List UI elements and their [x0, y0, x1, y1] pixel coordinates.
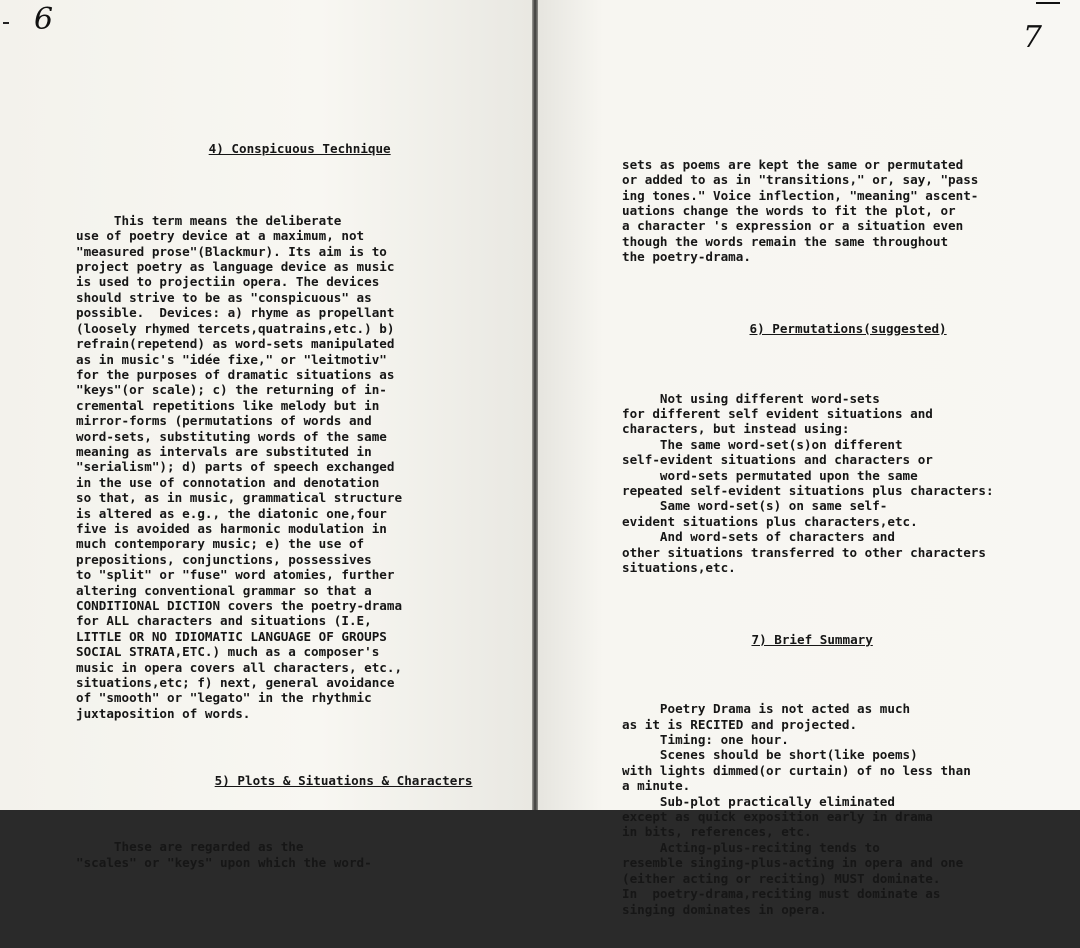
text-line: repeated self-evident situations plus characters: — [622, 482, 994, 498]
text-line: Same word-set(s) on same self- — [622, 498, 888, 514]
heading-label: 5) Plots & Situations & Characters — [214, 773, 473, 789]
text-line: These are regarded as the — [76, 839, 304, 855]
text-line: altering conventional grammar so that a — [76, 582, 372, 598]
text-line: with lights dimmed(or curtain) of no less than — [622, 762, 971, 778]
text-line: other situations transferred to other characters — [622, 544, 986, 560]
text-line: (either acting or reciting) MUST dominate. — [622, 870, 941, 886]
heading-label: 6) Permutations(suggested) — [749, 320, 947, 336]
text-line: a character 's expression or a situation even — [622, 218, 964, 234]
text-line: Sub-plot practically eliminated — [622, 793, 895, 809]
margin-tick-mark — [3, 22, 9, 24]
text-line: is altered as e.g., the diatonic one,four — [76, 505, 387, 521]
text-line: refrain(repetend) as word-sets manipulated — [76, 336, 395, 352]
text-line: juxtaposition of words. — [76, 705, 251, 721]
text-line: uations change the words to fit the plot, or — [622, 203, 956, 219]
text-line: use of poetry device at a maximum, not — [76, 228, 365, 244]
paragraph-continuation — [622, 157, 994, 265]
text-line: in the use of connotation and denotation — [76, 474, 380, 490]
text-line: cremental repetitions like melody but in — [76, 397, 380, 413]
paragraph-permutations — [622, 391, 994, 576]
text-line: CONDITIONAL DICTION covers the poetry-drama — [76, 598, 403, 613]
text-line: Timing: one hour. — [622, 732, 789, 748]
text-line: for ALL characters and situations (I.E, — [76, 613, 372, 629]
text-line: possible. Devices: a) rhyme as propellant — [76, 305, 395, 321]
text-line: (loosely rhymed tercets,quatrains,etc.) b) — [76, 320, 395, 336]
text-line: "serialism"); d) parts of speech exchanged — [76, 459, 395, 475]
page-number-right: 7 — [1022, 20, 1042, 55]
text-line: sets as poems are kept the same or permutated — [622, 156, 964, 172]
page-number-left: 6 — [34, 2, 54, 37]
text-line: Poetry Drama is not acted as much — [622, 701, 911, 717]
text-line: as in music's "idée fixe," or "leitmotiv" — [76, 351, 387, 367]
text-line: Not using different word-sets — [622, 390, 880, 406]
text-line: characters, but instead using: — [622, 421, 850, 437]
text-line: singing dominates in opera. — [622, 901, 827, 917]
paragraph-plots-situations — [76, 839, 472, 870]
text-line: The same word-set(s)on different — [622, 436, 903, 452]
heading-brief-summary — [622, 616, 994, 662]
text-line: word-sets permutated upon the same — [622, 467, 918, 483]
corner-mark — [1036, 2, 1060, 4]
text-line: except as quick exposition early in drama — [622, 809, 933, 825]
text-line: to "split" or "fuse" word atomies, further — [76, 567, 395, 583]
text-line: This term means the deliberate — [76, 212, 342, 228]
text-line: for the purposes of dramatic situations as — [76, 366, 395, 382]
text-line: as it is RECITED and projected. — [622, 716, 858, 732]
text-line: a minute. — [622, 778, 691, 794]
text-line: of "smooth" or "legato" in the rhythmic — [76, 690, 372, 706]
heading-plots-situations — [76, 758, 472, 804]
paragraph-brief-summary — [622, 701, 994, 917]
text-line: for different self evident situations and — [622, 405, 933, 421]
text-line: In poetry-drama,reciting must dominate as — [622, 886, 941, 902]
left-page — [0, 0, 532, 870]
text-line: should strive to be as "conspicuous" as — [76, 289, 372, 305]
text-line: self-evident situations and characters or — [622, 452, 933, 468]
text-line: in bits, references, etc. — [622, 824, 812, 840]
text-line: "scales" or "keys" upon which the word- — [76, 854, 372, 870]
text-line: the poetry-drama. — [622, 249, 751, 265]
text-line: project poetry as language device as music — [76, 259, 395, 275]
text-line: Acting-plus-reciting tends to — [622, 839, 880, 855]
text-line: much contemporary music; e) the use of — [76, 536, 365, 552]
heading-label: 4) Conspicuous Technique — [208, 141, 391, 157]
text-line: five is avoided as harmonic modulation in — [76, 520, 387, 536]
text-line: LITTLE OR NO IDIOMATIC LANGUAGE OF GROUPS — [76, 628, 387, 644]
text-line: is used to projectiin opera. The devices — [76, 274, 380, 290]
text-line: And word-sets of characters and — [622, 529, 895, 545]
heading-permutations — [622, 305, 994, 351]
text-line: SOCIAL STRATA,ETC.) much as a composer's — [76, 644, 380, 660]
right-page-text — [622, 126, 994, 948]
text-line: "measured prose"(Blackmur). Its aim is to — [76, 243, 387, 259]
text-line: Scenes should be short(like poems) — [622, 747, 918, 763]
text-line: music in opera covers all characters, etc., — [76, 659, 403, 675]
text-line: evident situations plus characters,etc. — [622, 513, 918, 529]
paragraph-conspicuous-technique — [76, 213, 472, 721]
text-line: ing tones." Voice inflection, "meaning" ascent- — [622, 187, 979, 203]
heading-label: 7) Brief Summary — [751, 631, 873, 647]
text-line: mirror-forms (permutations of words and — [76, 413, 372, 429]
text-line: or added to as in "transitions," or, say, "pass — [622, 172, 979, 188]
text-line: meaning as intervals are substituted in — [76, 443, 372, 459]
text-line: situations,etc; f) next, general avoidance — [76, 675, 395, 691]
text-line: so that, as in music, grammatical structure — [76, 490, 403, 506]
text-line: "keys"(or scale); c) the returning of in- — [76, 382, 387, 398]
text-line: situations,etc. — [622, 559, 736, 575]
text-line: word-sets, substituting words of the same — [76, 428, 387, 444]
left-page-text — [76, 95, 472, 901]
text-line: resemble singing-plus-acting in opera and one — [622, 855, 964, 871]
text-line: though the words remain the same throughout — [622, 233, 949, 249]
text-line: prepositions, conjunctions, possessives — [76, 551, 372, 567]
heading-conspicuous-technique — [76, 126, 472, 172]
